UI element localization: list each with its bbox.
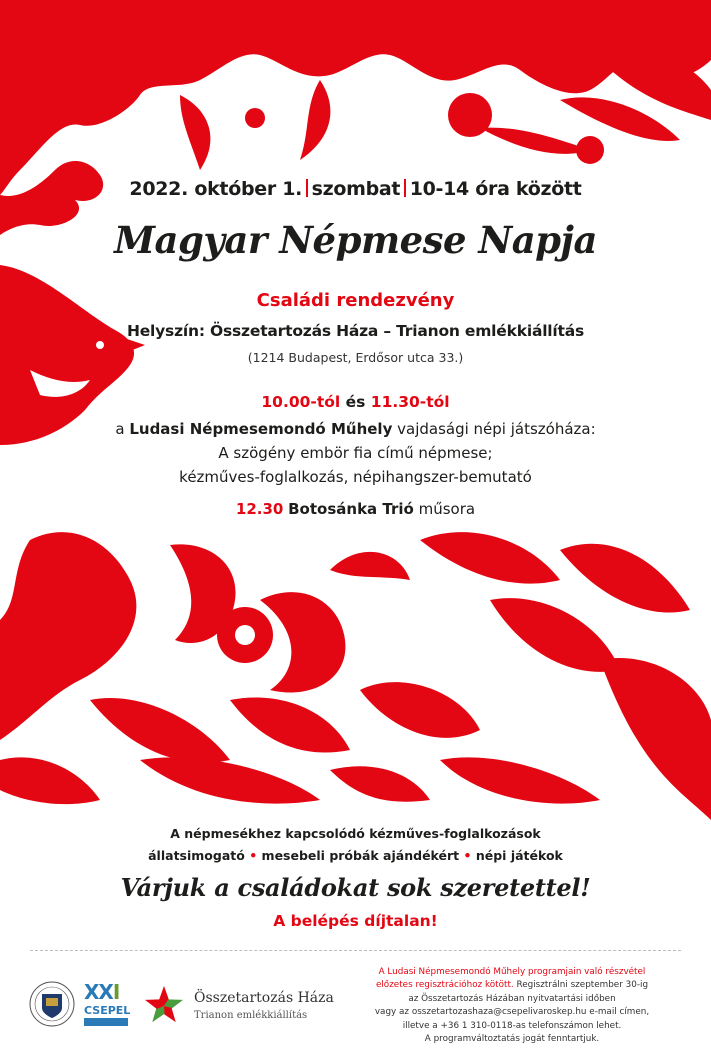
event-title: Magyar Népmese Napja [114,218,597,262]
trio-line [0,500,711,518]
note-line: vagy az osszetartozashaza@csepelivaroskep.hu e-mail címen, [374,1007,650,1018]
extra-item: állatsimogató [148,848,245,863]
welcome-message: Várjuk a családokat sok szeretettel! [120,873,591,902]
extra-item: népi játékok [475,848,563,863]
osszetartozas-title: Összetartozás Háza [194,990,334,1006]
performer-name: Ludasi Népmesemondó Műhely [129,420,393,438]
bullet: • [463,848,472,863]
csepel-i: I [112,980,120,1004]
program-line-1 [0,420,711,438]
separator [404,179,406,197]
note-line: az Összetartozás Házában nyitvatartási időben [408,993,616,1004]
registration-note [362,966,662,1046]
csepel-name: CSEPEL [84,1004,131,1017]
extra-item: mesebeli próbák ajándékért [261,848,460,863]
crest-logo [28,980,76,1028]
csepel-logo [84,980,132,1032]
trio-name: Botosánka Trió [288,500,414,518]
extras-line-2 [0,848,711,863]
program-line-1-pre: a [115,420,125,438]
note-line: előzetes regisztrációhoz kötött. [375,980,514,991]
osszetartozas-logo [140,982,188,1030]
hours-text: 10-14 óra között [409,178,582,200]
note-line: illetve a +36 1 310-0118-as telefonszámon lehet. [402,1020,622,1031]
separator [306,179,308,197]
program-line-3: kézműves-foglalkozás, népihangszer-bemutató [179,468,532,486]
note-line: Regisztrálni szeptember 30-ig [516,980,649,991]
note-line: A programváltoztatás jogát fenntartjuk. [424,1034,600,1045]
logos [28,980,348,1040]
trio-time: 12.30 [235,500,284,518]
csepel-xx: XX [84,980,113,1004]
address: (1214 Budapest, Erdősor utca 33.) [247,350,464,365]
program-line-2: A szögény embör fia című népmese; [218,444,493,462]
osszetartozas-subtitle: Trianon emlékkiállítás [194,1010,308,1021]
program-line-1-post: vajdasági népi játszóháza: [397,420,596,438]
extras-line-1: A népmesékhez kapcsolódó kézműves-foglalkozások [170,826,541,841]
time-2: 11.30-tól [370,393,450,411]
times-and: és [345,393,366,411]
csepel-subline [84,1018,128,1026]
note-line: A Ludasi Népmesemondó Műhely programjain való részvétel [378,967,646,977]
bullet: • [249,848,258,863]
event-type: Családi rendezvény [256,290,455,311]
trio-post: műsora [418,500,476,518]
time-1: 10.00-tól [261,393,341,411]
program-times [0,393,711,411]
date-text: 2022. október 1. [129,178,303,200]
date-line [0,178,711,200]
free-entry: A belépés díjtalan! [273,912,438,930]
divider [30,950,681,951]
venue: Helyszín: Összetartozás Háza – Trianon emlékkiállítás [126,322,585,340]
day-text: szombat [311,178,401,200]
